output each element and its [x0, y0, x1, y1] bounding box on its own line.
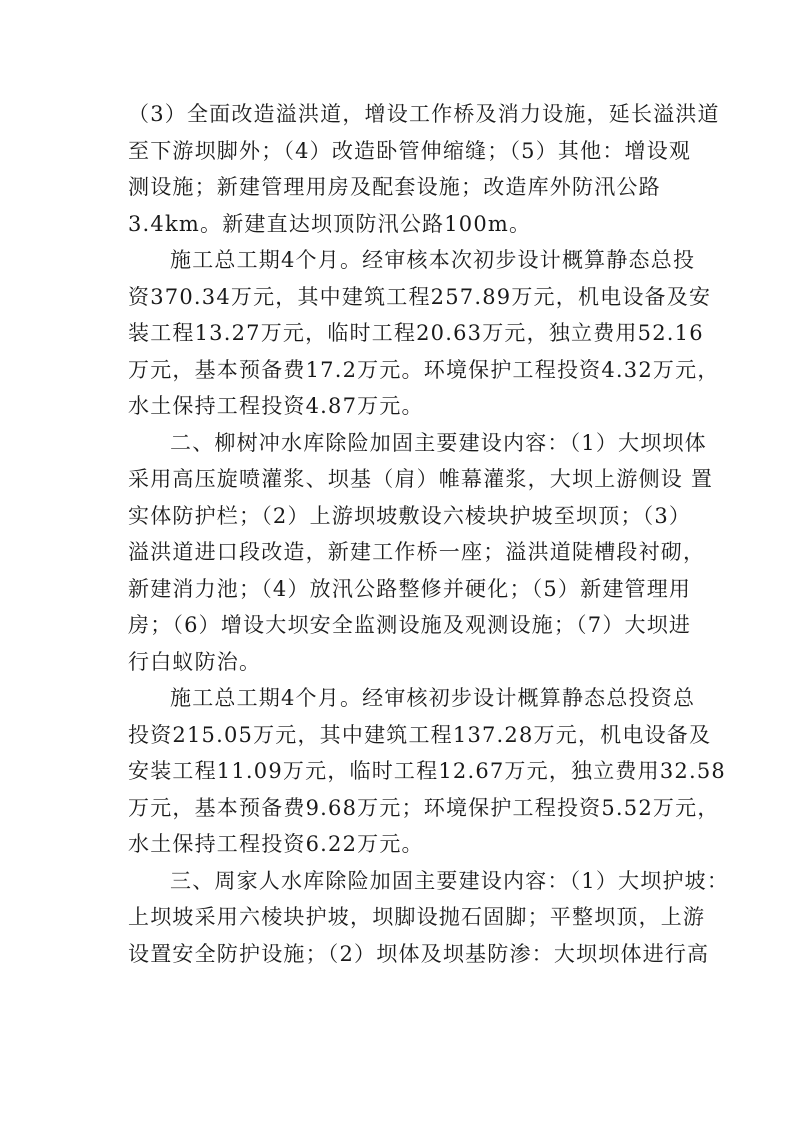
text-line: 装工程13.27万元，临时工程20.63万元，独立费用52.16: [128, 321, 704, 345]
text-line: 至下游坝脚外；（4）改造卧管伸缩缝；（5）其他：增设观: [128, 138, 692, 163]
text-line: 新建消力池；（4）放汛公路整修并硬化；（5）新建管理用: [128, 576, 692, 601]
document-body: [128, 96, 730, 972]
paragraph-investment-2: [128, 680, 726, 863]
text-line: 万元，基本预备费17.2万元。环境保护工程投资4.32万元，: [128, 357, 720, 382]
text-line: 上坝坡采用六棱块护坡，坝脚设抛石固脚；平整坝顶，上游: [128, 905, 706, 929]
text-line: 实体防护栏；（2）上游坝坡敷设六棱块护坡至坝顶；（3）: [128, 503, 692, 528]
text-line: 三、周家人水库除险加固主要建设内容：（1）大坝护坡：: [170, 868, 730, 893]
text-line: 设置安全防护设施；（2）坝体及坝基防渗：大坝坝体进行高: [128, 941, 710, 966]
paragraph-dam-works-continued: [128, 96, 720, 242]
text-line: 溢洪道进口段改造，新建工作桥一座；溢洪道陡槽段衬砌，: [128, 540, 706, 564]
text-line: 采用高压旋喷灌浆、坝基（肩）帷幕灌浆，大坝上游侧设 置: [128, 467, 714, 491]
text-line: 投资215.05万元，其中建筑工程137.28万元，机电设备及: [128, 722, 712, 747]
paragraph-zhoujiaren-works: [128, 863, 730, 973]
text-line: 测设施；新建管理用房及配套设施；改造库外防汛公路: [128, 175, 661, 199]
paragraph-liushuchong-works: [128, 425, 714, 681]
text-line: 施工总工期4个月。经审核初步设计概算静态总投资总: [170, 686, 696, 710]
text-line: 水土保持工程投资4.87万元。: [128, 394, 424, 418]
paragraph-investment-1: [128, 242, 720, 425]
text-line: 房；（6）增设大坝安全监测设施及观测设施；（7）大坝进: [128, 613, 692, 637]
text-line: 行白蚁防治。: [128, 649, 262, 674]
text-line: 安装工程11.09万元，临时工程12.67万元，独立费用32.58: [128, 759, 726, 783]
text-line: 3.4km。新建直达坝顶防汛公路100m。: [128, 211, 532, 236]
text-line: 二、柳树冲水库除险加固主要建设内容：（1）大坝坝体: [170, 430, 707, 455]
text-line: （3）全面改造溢洪道，增设工作桥及消力设施，延长溢洪道: [128, 102, 720, 126]
text-line: 水土保持工程投资6.22万元。: [128, 832, 424, 856]
text-line: 万元，基本预备费9.68万元；环境保护工程投资5.52万元，: [128, 795, 720, 820]
text-line: 资370.34万元，其中建筑工程257.89万元，机电设备及安: [128, 284, 712, 309]
text-line: 施工总工期4个月。经审核本次初步设计概算静态总投: [170, 248, 696, 272]
